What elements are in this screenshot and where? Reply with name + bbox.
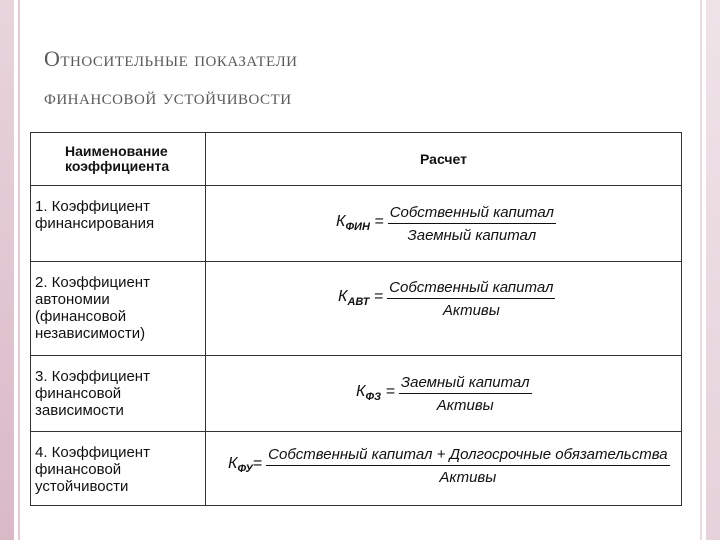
table-row	[31, 186, 682, 262]
formula-numerator: Собственный капитал + Долгосрочные обязательства	[266, 446, 669, 466]
formula-fraction	[388, 204, 556, 244]
ratio-formula	[356, 374, 681, 414]
left-decor-band	[0, 0, 14, 540]
right-decor-band	[706, 0, 720, 540]
ratio-name: 2. Коэффициент автономии (финансовой независимости)	[31, 262, 206, 356]
formula-fraction	[399, 374, 532, 414]
formula-lhs: $К_{ФЗ}$ =	[356, 383, 395, 404]
ratio-formula-cell	[206, 262, 682, 356]
left-decor-line	[18, 0, 20, 540]
formula-lhs: $К_{ФИН}$ =	[336, 213, 384, 234]
ratio-name: 3. Коэффициент финансовой зависимости	[31, 356, 206, 432]
title-line-2: финансовой устойчивости	[44, 84, 292, 109]
ratio-name: 4. Коэффициент финансовой устойчивости	[31, 432, 206, 506]
table-row	[31, 262, 682, 356]
formula-denominator: Активы	[436, 396, 494, 414]
right-decor-line	[700, 0, 702, 540]
formula-denominator: Заемный капитал	[407, 226, 537, 244]
formula-lhs: $К_{АВТ}$ =	[338, 288, 384, 309]
slide-title	[44, 40, 298, 116]
header-name: Наименование коэффициента	[31, 133, 206, 186]
table-row	[31, 432, 682, 506]
ratio-name: 1. Коэффициент финансирования	[31, 186, 206, 262]
formula-denominator: Активы	[442, 301, 500, 319]
table-row	[31, 356, 682, 432]
ratio-formula-cell	[206, 432, 682, 506]
header-calc: Расчет	[206, 133, 682, 186]
formula-numerator: Собственный капитал	[387, 279, 555, 299]
table-header-row	[31, 133, 682, 186]
formula-lhs: $К_{ФУ}=$	[228, 455, 263, 476]
ratio-formula	[336, 204, 681, 244]
ratios-table	[30, 132, 682, 506]
formula-numerator: Собственный капитал	[388, 204, 556, 224]
ratio-formula	[338, 279, 681, 319]
ratio-formula-cell	[206, 356, 682, 432]
title-line-1: Относительные показатели	[44, 46, 298, 71]
formula-fraction	[387, 279, 555, 319]
formula-denominator: Активы	[439, 468, 497, 486]
ratio-formula-cell	[206, 186, 682, 262]
formula-numerator: Заемный капитал	[399, 374, 532, 394]
ratio-formula	[228, 446, 681, 486]
formula-fraction	[266, 446, 669, 486]
